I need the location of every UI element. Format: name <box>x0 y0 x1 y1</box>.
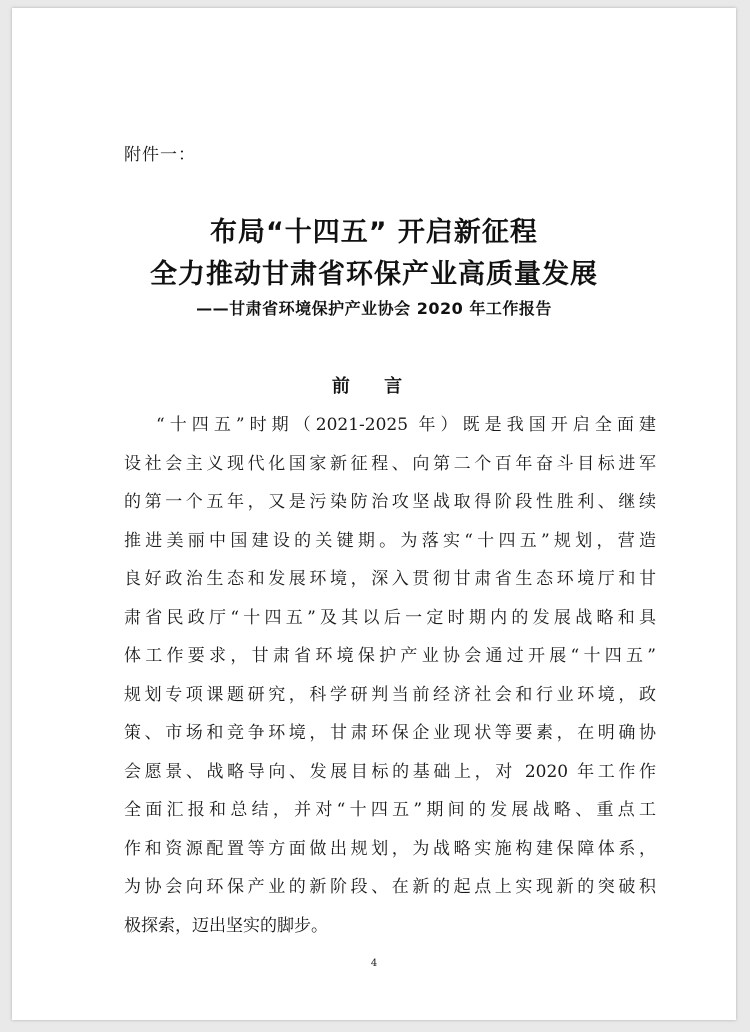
document-page <box>12 8 736 1020</box>
paragraph-line: “十四五”时期（2021-2025 年）既是我国开启全面建 <box>156 415 656 435</box>
paragraph-line: 极探索，迈出坚实的脚步。 <box>124 915 328 936</box>
paragraph-line: 设社会主义现代化国家新征程、向第二个百年奋斗目标进军 <box>124 453 656 474</box>
paragraph-line: 体工作要求，甘肃省环境保护产业协会通过开展“十四五” <box>124 646 656 666</box>
paragraph-line: 作和资源配置等方面做出规划，为战略实施构建保障体系， <box>124 838 656 859</box>
paragraph-line: 会愿景、战略导向、发展目标的基础上，对 2020 年工作作 <box>124 761 656 782</box>
page-number: 4 <box>370 958 378 969</box>
document-subtitle: ——甘肃省环境保护产业协会 2020 年工作报告 <box>196 299 552 318</box>
paragraph-line: 推进美丽中国建设的关键期。为落实“十四五”规划，营造 <box>124 530 656 551</box>
preface-heading: 前 言 <box>331 376 417 397</box>
preface-paragraph <box>124 406 656 945</box>
document-title-line-2: 全力推动甘肃省环保产业高质量发展 <box>150 259 598 290</box>
attachment-label: 附件一： <box>124 145 196 165</box>
paragraph-line: 良好政治生态和发展环境，深入贯彻甘肃省生态环境厅和甘 <box>124 569 656 589</box>
paragraph-line: 为协会向环保产业的新阶段、在新的起点上实现新的突破积 <box>124 877 656 897</box>
paragraph-line: 肃省民政厅“十四五”及其以后一定时期内的发展战略和具 <box>124 607 656 628</box>
paragraph-line: 规划专项课题研究，科学研判当前经济社会和行业环境，政 <box>124 684 656 705</box>
paragraph-line: 的第一个五年，又是污染防治攻坚战取得阶段性胜利、继续 <box>124 492 656 512</box>
document-title-line-1: 布局“十四五” 开启新征程 <box>210 217 538 248</box>
paragraph-line: 策、市场和竞争环境，甘肃环保企业现状等要素，在明确协 <box>124 723 656 743</box>
paragraph-line: 全面汇报和总结，并对“十四五”期间的发展战略、重点工 <box>124 800 656 820</box>
